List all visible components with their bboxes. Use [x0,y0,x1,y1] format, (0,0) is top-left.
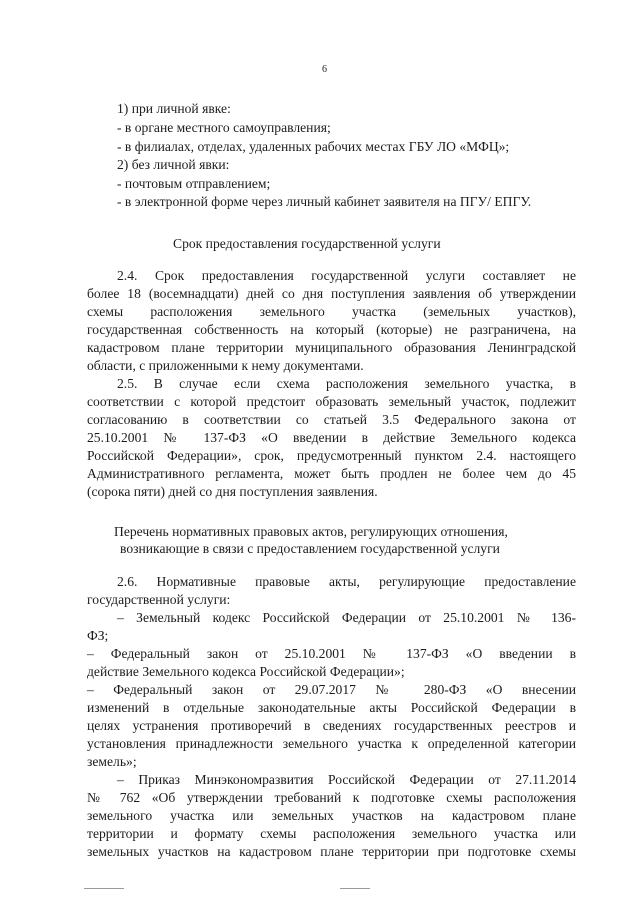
text-line: соответствии с которой предстоит образовать земельный участок, подлежит [87,394,576,409]
text-line: Российской Федерации», срок, предусмотренный пунктом 2.4. настоящего [87,448,576,463]
text-line: Административного регламента, может быть продлен не более чем до 45 [87,466,576,481]
text-line: земельного участка или земельных участков на кадастровом плане [87,808,576,823]
page-number: 6 [322,64,327,75]
text-line: – Федеральный закон от 25.10.2001 № 137-ФЗ «О введении в [87,646,576,661]
text-line: земель»; [87,754,137,769]
text-line: целях устранения противоречий в сведениях государственных реестров и [87,718,576,733]
text-line: более 18 (восемнадцати) дней со дня поступления заявления об утверждении [87,286,576,301]
text-line: 2) без личной явки: [117,157,230,172]
text-line: – Приказ Минэкономразвития Российской Федерации от 27.11.2014 [117,772,576,787]
text-line: согласованию в соответствии со статьей 3.5 Федерального закона от [87,412,576,427]
text-line: № 762 «Об утверждении требований к подготовке схемы расположения [87,790,576,805]
text-line: 2.5. В случае если схема расположения земельного участка, в [117,376,576,391]
section-heading: Перечень нормативных правовых актов, регулирующих отношения, [114,524,508,539]
text-line: - в филиалах, отделах, удаленных рабочих местах ГБУ ЛО «МФЦ»; [117,139,510,154]
text-line: – Земельный кодекс Российской Федерации от 25.10.2001 № 136- [117,610,576,625]
text-line: кадастровом плане территории муниципального образования Ленинградской [87,340,576,355]
text-line: изменений в отдельные законодательные акты Российской Федерации в [87,700,576,715]
scan-artifact [84,888,124,889]
text-line: территории и формату схемы расположения земельного участка или [87,826,576,841]
section-heading: Срок предоставления государственной услуги [173,236,441,251]
text-line: действие Земельного кодекса Российской Федерации»; [87,664,405,679]
text-line: схемы расположения земельного участка (земельных участков), [87,304,576,319]
text-line: 1) при личной явке: [117,101,231,116]
text-line: установления принадлежности земельного участка к определенной категории [87,736,576,751]
text-line: - почтовым отправлением; [117,176,271,191]
scan-artifact [340,888,370,889]
text-line: земельных участков на кадастровом плане территории при подготовке схемы [87,844,576,859]
text-line: – Федеральный закон от 29.07.2017 № 280-ФЗ «О внесении [87,682,576,697]
text-line: ФЗ; [87,628,109,643]
text-line: 2.4. Срок предоставления государственной услуги составляет не [117,268,576,283]
text-line: государственной услуги: [87,592,231,607]
text-line: (сорока пяти) дней со дня поступления заявления. [87,484,378,499]
section-heading: возникающие в связи с предоставлением государственной услуги [120,541,500,556]
text-line: области, с приложенными к нему документами. [87,358,364,373]
text-line: 2.6. Нормативные правовые акты, регулирующие предоставление [117,574,576,589]
text-line: - в органе местного самоуправления; [117,120,331,135]
text-line: 25.10.2001 № 137-ФЗ «О введении в действие Земельного кодекса [87,430,576,445]
text-line: - в электронной форме через личный кабинет заявителя на ПГУ/ ЕПГУ. [117,194,532,209]
text-line: государственная собственность на который (которые) не разграничена, на [87,322,576,337]
